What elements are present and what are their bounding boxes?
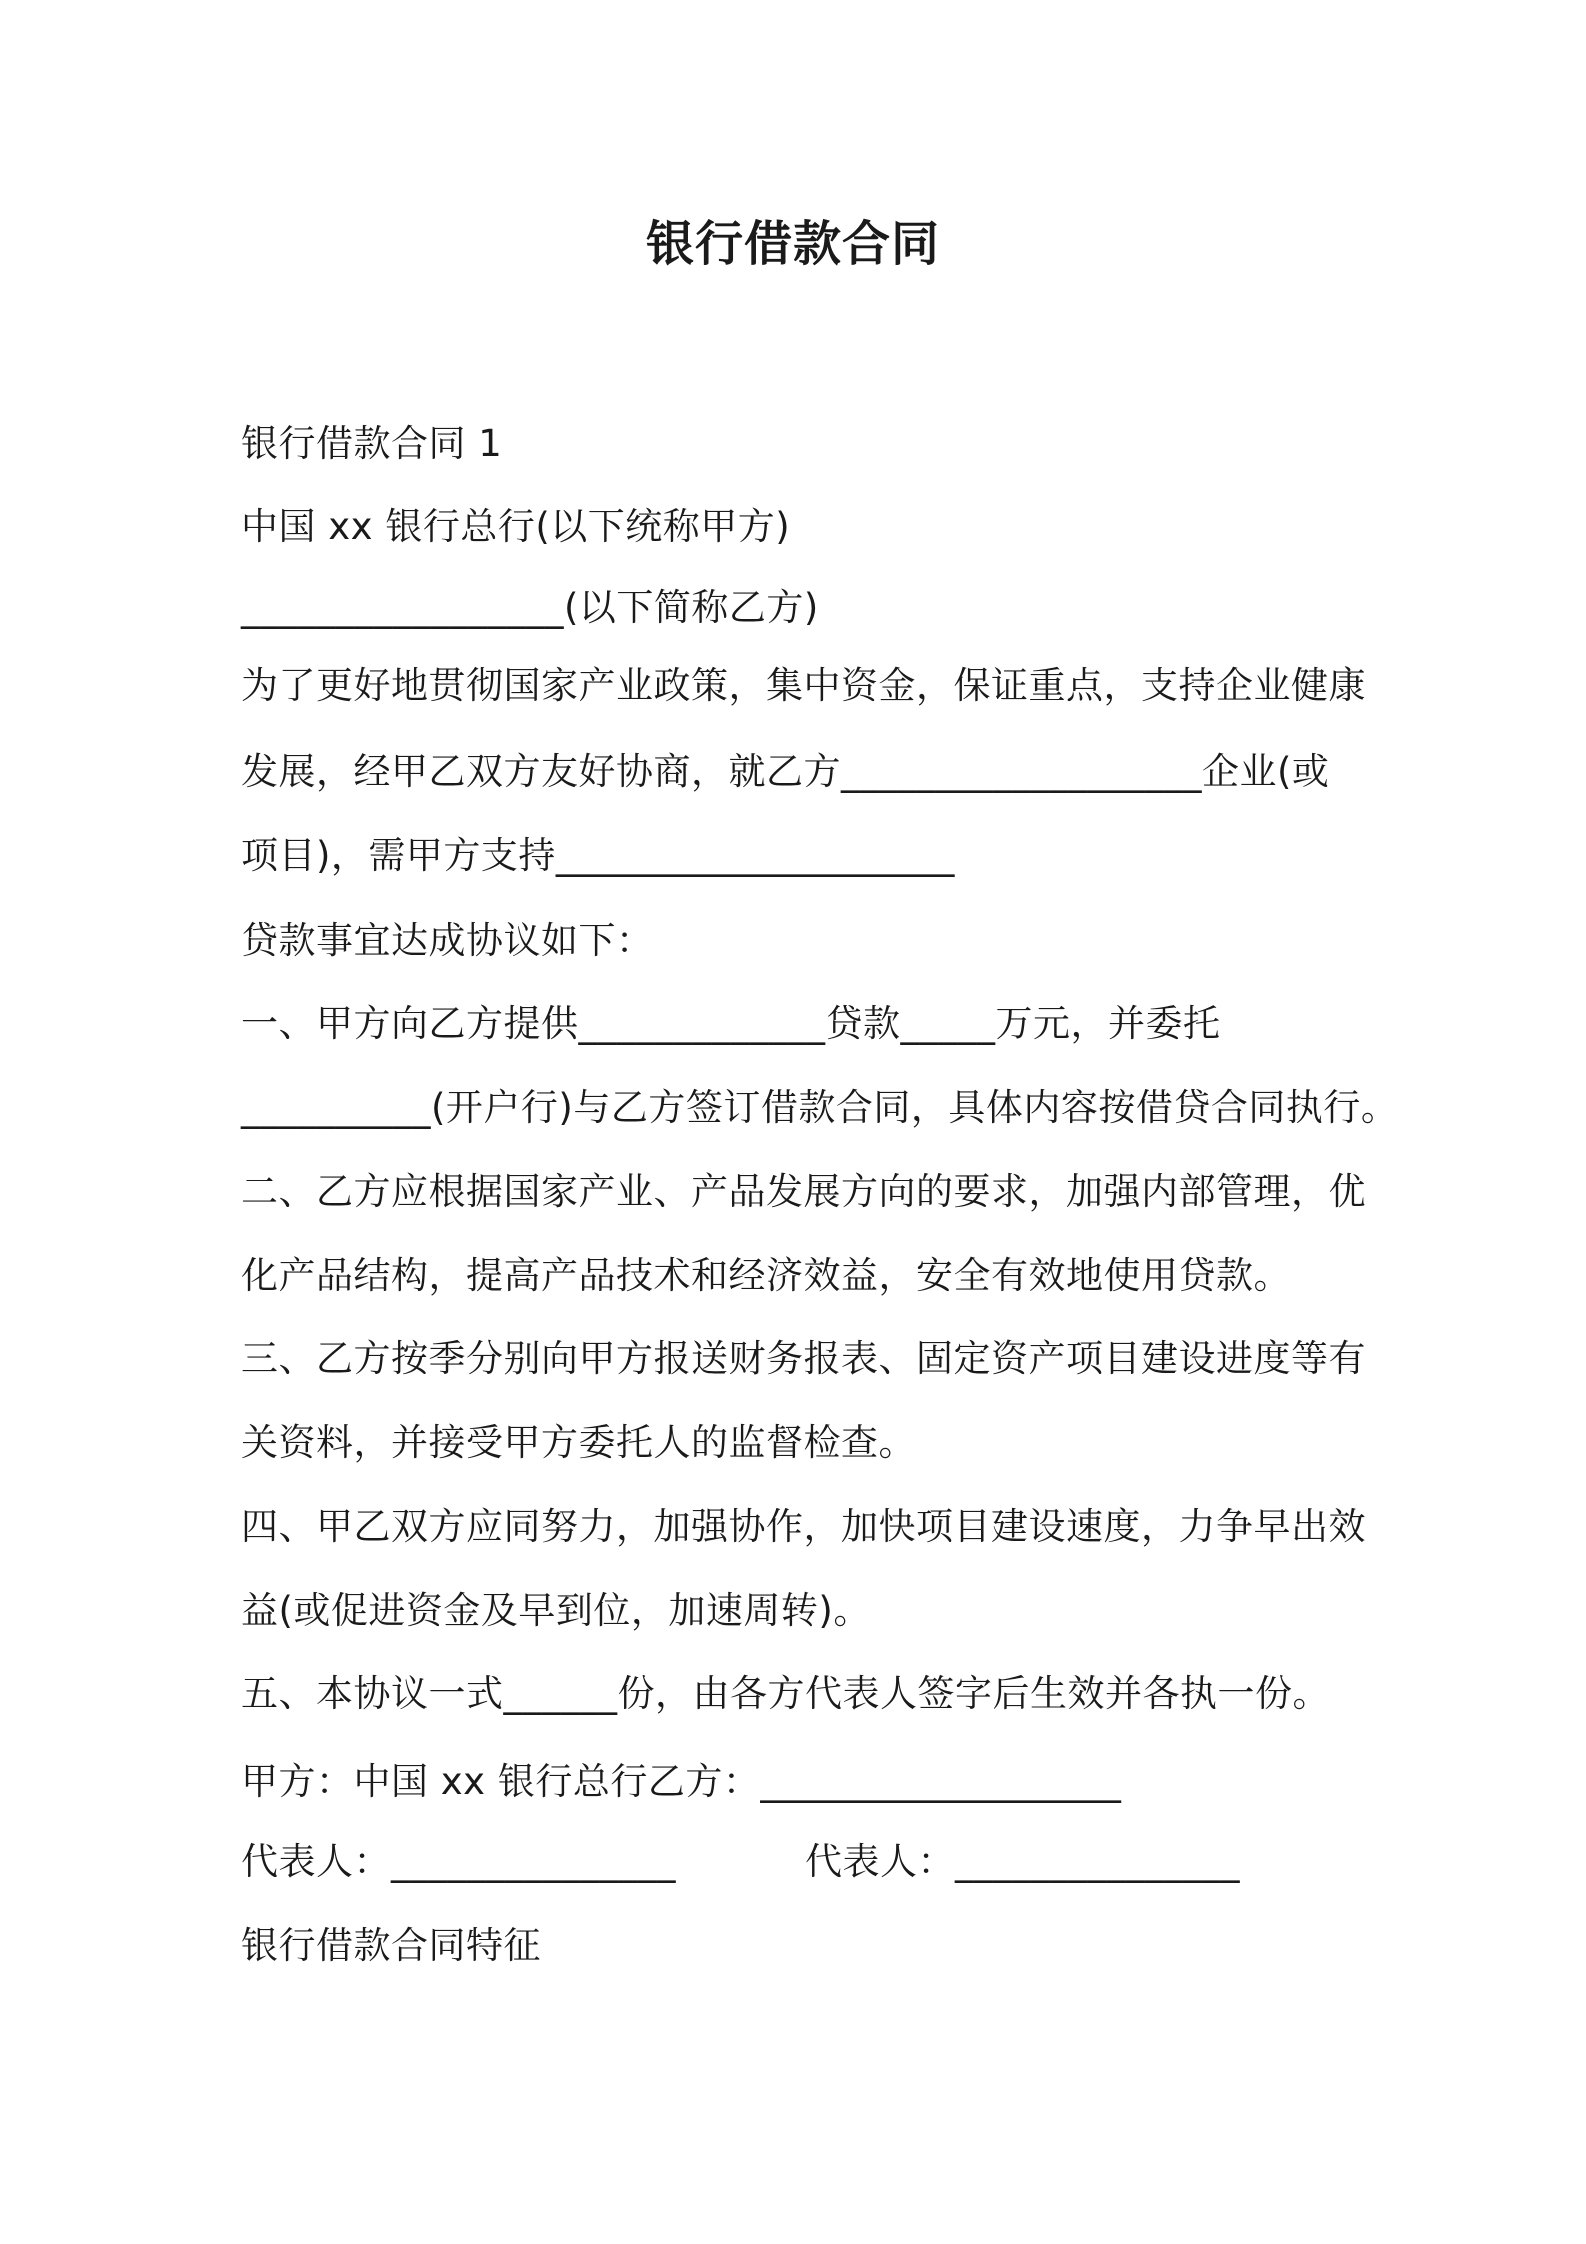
party-b-line: _________________(以下简称乙方) [241,586,819,629]
features-heading: 银行借款合同特征 [241,1924,541,1967]
section-heading: 银行借款合同 1 [241,422,503,465]
clause-2-line: 二、乙方应根据国家产业、产品发展方向的要求，加强内部管理，优 [241,1170,1366,1213]
party-a-line: 中国 xx 银行总行(以下统称甲方) [241,505,791,548]
document-title: 银行借款合同 [645,216,940,272]
signature-parties-line: 甲方：中国 xx 银行总行乙方：___________________ [241,1760,1122,1803]
clause-1-line: __________(开户行)与乙方签订借款合同，具体内容按借贷合同执行。 [241,1086,1399,1129]
clause-3-line: 关资料，并接受甲方委托人的监督检查。 [241,1421,916,1464]
clause-2-line: 化产品结构，提高产品技术和经济效益，安全有效地使用贷款。 [241,1254,1291,1297]
clause-1-line: 一、甲方向乙方提供_____________贷款_____万元，并委托 [241,1002,1221,1045]
clause-3-line: 三、乙方按季分别向甲方报送财务报表、固定资产项目建设进度等有 [241,1337,1366,1380]
paragraph-line: 项目)，需甲方支持_____________________ [241,834,955,877]
clause-4-line: 四、甲乙双方应同努力，加强协作，加快项目建设速度，力争早出效 [241,1505,1366,1548]
clause-4-line: 益(或促进资金及早到位，加速周转)。 [241,1589,871,1632]
clause-5-line: 五、本协议一式______份，由各方代表人签字后生效并各执一份。 [241,1672,1330,1715]
paragraph-line: 发展，经甲乙双方友好协商，就乙方___________________企业(或 [241,750,1330,793]
representative-b-line: 代表人：_______________ [805,1840,1240,1883]
paragraph-line: 为了更好地贯彻国家产业政策，集中资金，保证重点，支持企业健康 [241,664,1366,707]
representative-a-line: 代表人：_______________ [241,1840,676,1883]
paragraph-line: 贷款事宜达成协议如下： [241,919,654,962]
